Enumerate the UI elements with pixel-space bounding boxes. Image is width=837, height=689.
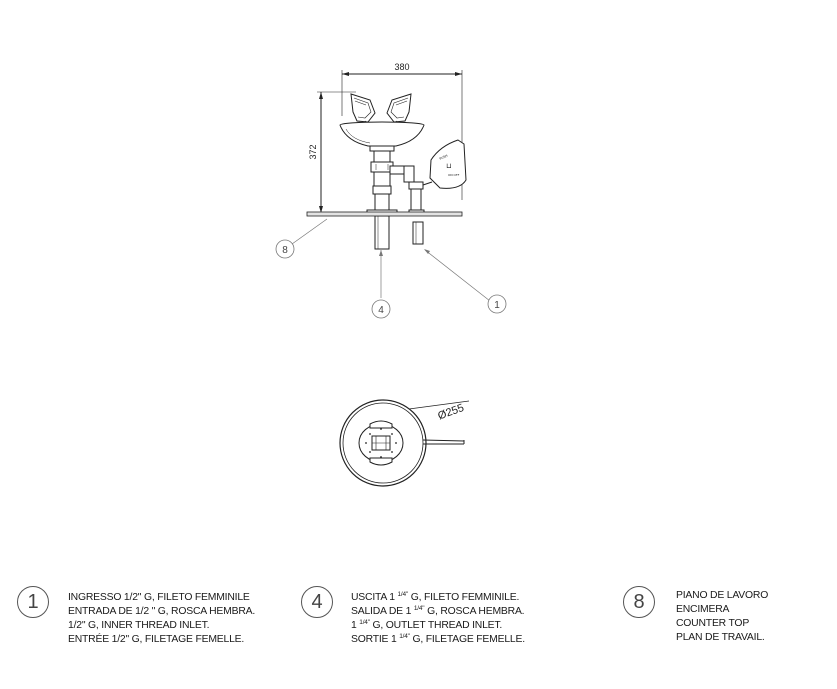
counter-top	[307, 212, 462, 216]
callout-1	[488, 295, 506, 313]
svg-text:PUSH: PUSH	[438, 153, 449, 161]
height-dimension	[308, 92, 356, 213]
legend-item-4	[301, 586, 525, 647]
legend-text-4	[351, 591, 525, 647]
legend-line: SALIDA DE 1 $^{1/4"}$ G, ROSCA HEMBRA.	[351, 605, 525, 617]
height-dim-label: 372	[308, 144, 318, 160]
legend-line: SORTIE 1 $^{1/4"}$ G, FILETAGE FEMELLE.	[351, 633, 525, 645]
leader-lines	[292, 219, 490, 301]
legend-number-4: 4	[301, 586, 333, 618]
supply-valve	[390, 166, 432, 244]
legend-line: 1 $^{1/4"}$ G, OUTLET THREAD INLET.	[351, 619, 503, 631]
svg-text:8: 8	[282, 245, 288, 256]
callout-8	[276, 240, 294, 258]
legend-text-8: PIANO DE LAVORO ENCIMERA COUNTER TOP PLAN DE TRAVAIL.	[676, 590, 769, 643]
svg-text:ON OFF: ON OFF	[448, 173, 460, 177]
legend-number-8: 8	[623, 586, 655, 618]
legend-line: USCITA 1 $^{1/4"}$ G, FILETO FEMMINILE.	[351, 591, 520, 603]
bowl	[340, 122, 424, 151]
plan-view	[340, 400, 469, 486]
front-elevation	[292, 62, 490, 301]
legend-item-8	[623, 586, 768, 645]
svg-text:1: 1	[494, 300, 500, 311]
legend-text-1: INGRESSO 1/2" G, FILETO FEMMINILE ENTRADA DE 1/2 " G, ROSCA HEMBRA. 1/2" G, INNER THREAD INLET. ENTRÉE 1/2" G, FILETAGE FEMELLE.	[68, 592, 256, 645]
svg-text:⊔: ⊔	[446, 162, 452, 170]
legend-number-1: 1	[17, 586, 49, 618]
svg-text:4: 4	[378, 305, 384, 316]
push-handle	[430, 140, 466, 188]
callout-4	[372, 300, 390, 318]
diameter-label: Ø255	[436, 401, 466, 423]
width-dim-label: 380	[394, 62, 410, 72]
legend-item-1	[17, 586, 255, 647]
